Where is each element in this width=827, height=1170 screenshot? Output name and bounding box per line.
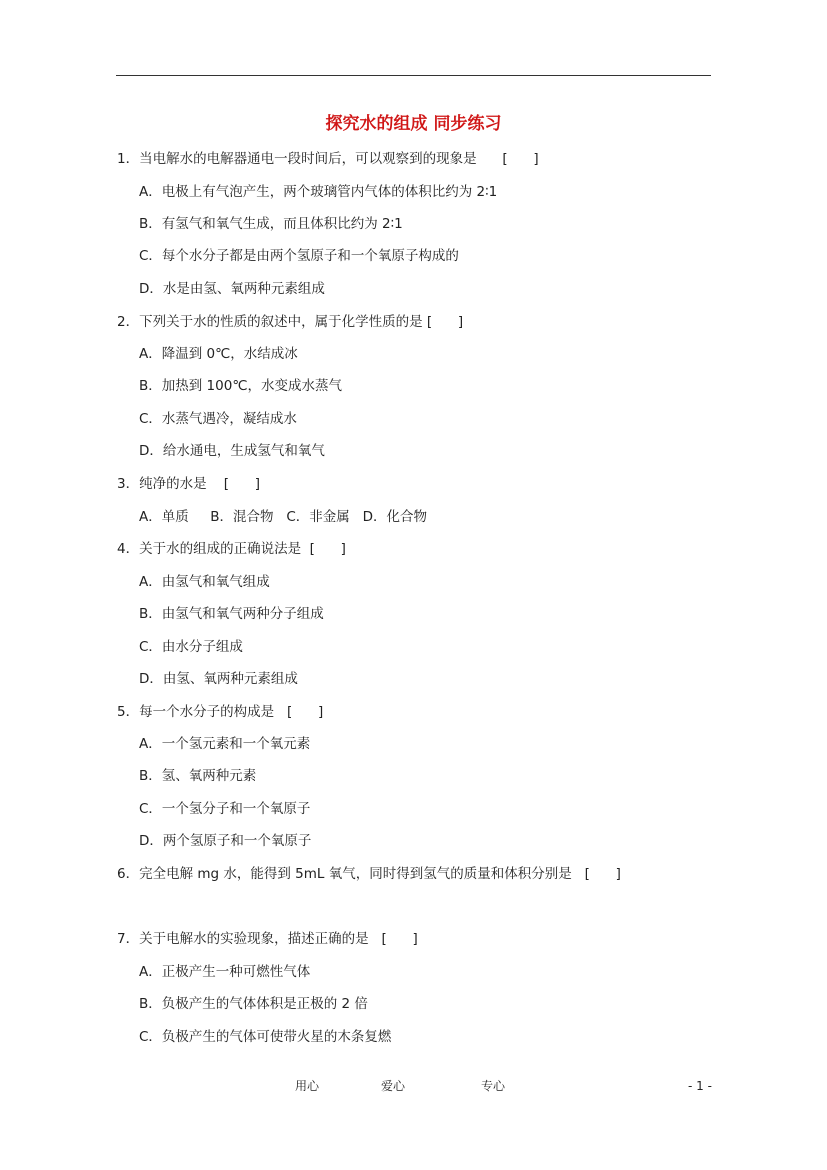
question-1-option-d: D．水是由氢、氧两种元素组成 bbox=[139, 281, 325, 297]
question-7-option-b: B．负极产生的气体体积是正极的 2 倍 bbox=[139, 996, 368, 1012]
question-7-option-c: C．负极产生的气体可使带火星的木条复燃 bbox=[139, 1029, 392, 1045]
footer-middle-text: 爱心 bbox=[381, 1079, 406, 1093]
header-rule bbox=[116, 75, 711, 76]
question-5-option-a: A．一个氢元素和一个氧元素 bbox=[139, 736, 311, 752]
question-1-stem: 1．当电解水的电解器通电一段时间后，可以观察到的现象是 [ ] bbox=[117, 151, 539, 167]
question-4-option-c: C．由水分子组成 bbox=[139, 639, 243, 655]
question-7-stem: 7．关于电解水的实验现象，描述正确的是 [ ] bbox=[117, 931, 418, 947]
question-2-option-c: C．水蒸气遇冷，凝结成水 bbox=[139, 411, 297, 427]
question-2-stem: 2．下列关于水的性质的叙述中，属于化学性质的是 [ ] bbox=[117, 314, 464, 330]
question-5-option-c: C．一个氢分子和一个氧原子 bbox=[139, 801, 311, 817]
question-4-stem: 4．关于水的组成的正确说法是 [ ] bbox=[117, 541, 346, 557]
question-4-option-a: A．由氢气和氧气组成 bbox=[139, 574, 270, 590]
question-4-option-b: B．由氢气和氧气两种分子组成 bbox=[139, 606, 324, 622]
question-5-stem: 5．每一个水分子的构成是 [ ] bbox=[117, 704, 324, 720]
question-1-option-a: A．电极上有气泡产生，两个玻璃管内气体的体积比约为 2∶1 bbox=[139, 184, 498, 200]
question-6-stem: 6．完全电解 mg 水，能得到 5mL 氧气，同时得到氢气的质量和体积分别是 [ ] bbox=[117, 866, 621, 882]
page-title: 探究水的组成 同步练习 bbox=[325, 114, 502, 134]
footer-right-text: 专心 bbox=[481, 1079, 506, 1093]
question-5-option-d: D．两个氢原子和一个氧原子 bbox=[139, 833, 312, 849]
question-3-options: A．单质 B．混合物 C．非金属 D．化合物 bbox=[139, 509, 428, 525]
footer-left-text: 用心 bbox=[295, 1079, 320, 1093]
question-2-option-a: A．降温到 0℃，水结成冰 bbox=[139, 346, 298, 362]
question-2-option-b: B．加热到 100℃，水变成水蒸气 bbox=[139, 378, 342, 394]
question-3-stem: 3．纯净的水是 [ ] bbox=[117, 476, 261, 492]
question-5-option-b: B．氢、氧两种元素 bbox=[139, 768, 257, 784]
question-1-option-b: B．有氢气和氧气生成，而且体积比约为 2∶1 bbox=[139, 216, 403, 232]
question-7-option-a: A．正极产生一种可燃性气体 bbox=[139, 964, 311, 980]
question-1-option-c: C．每个水分子都是由两个氢原子和一个氧原子构成的 bbox=[139, 248, 459, 264]
page-number: - 1 - bbox=[688, 1079, 712, 1093]
question-4-option-d: D．由氢、氧两种元素组成 bbox=[139, 671, 298, 687]
question-2-option-d: D．给水通电，生成氢气和氧气 bbox=[139, 443, 325, 459]
